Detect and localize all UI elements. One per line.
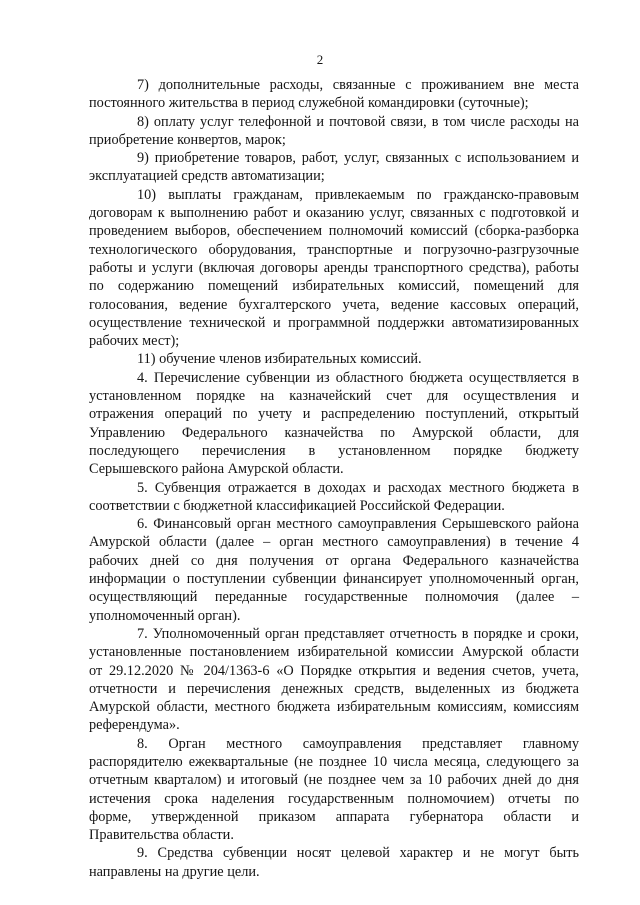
- paragraph-line: 10) выплаты гражданам, привлекаемым по гражданско-правовым: [137, 186, 579, 203]
- paragraph-line: 11) обучение членов избирательных комиссий.: [137, 351, 422, 368]
- paragraph-line: отчетным кварталом) и итоговый (не позднее чем за 10 рабочих дней до дня: [89, 772, 579, 789]
- paragraph-line: осуществляющий переданные государственные полномочия (далее –: [89, 589, 579, 606]
- paragraph-line: установленные постановлением избирательной комиссии Амурской области: [89, 644, 579, 661]
- paragraph-line: направлены на другие цели.: [89, 863, 260, 880]
- paragraph-line: 9. Средства субвенции носят целевой характер и не могут быть: [137, 845, 579, 862]
- paragraph-line: форме, утвержденной приказом аппарата губернатора области и: [89, 808, 579, 825]
- paragraph-line: рабочих мест);: [89, 333, 180, 350]
- paragraph-line: 8. Орган местного самоуправления представляет главному: [137, 735, 579, 752]
- paragraph: [89, 625, 579, 735]
- paragraph-line: референдума».: [89, 717, 180, 734]
- paragraph-line: Амурской области, местного бюджета избирательным комиссиям, комиссиям: [89, 699, 579, 716]
- paragraph-line: по содержанию помещений избирательных комиссий, помещений для: [89, 278, 579, 295]
- paragraph-line: уполномоченный орган).: [89, 607, 241, 624]
- paragraph: [89, 479, 579, 516]
- paragraph: [89, 515, 579, 625]
- paragraph: [89, 735, 579, 845]
- paragraph-line: 9) приобретение товаров, работ, услуг, связанных с использованием и: [137, 150, 579, 167]
- paragraph: [89, 76, 579, 113]
- paragraph-line: эксплуатацией средств автоматизации;: [89, 168, 325, 185]
- paragraph-line: Серышевского района Амурской области.: [89, 461, 344, 478]
- paragraph-line: отчетности и перечисления денежных средств, выделенных из бюджета: [89, 680, 579, 697]
- paragraph-line: 6. Финансовый орган местного самоуправления Серышевского района: [137, 516, 579, 533]
- paragraph-line: Правительства области.: [89, 827, 234, 844]
- paragraph-line: 5. Субвенция отражается в доходах и расходах местного бюджета в: [137, 479, 579, 496]
- paragraph-line: постоянного жительства в период служебной командировки (суточные);: [89, 95, 529, 112]
- paragraph-line: работы и услуги (включая договоры аренды транспортного средства), работы: [89, 259, 579, 276]
- paragraph-line: осуществление технической и программной поддержки автоматизированных: [89, 314, 579, 331]
- paragraph-line: 8) оплату услуг телефонной и почтовой связи, в том числе расходы на: [137, 113, 579, 130]
- paragraph-line: технологического оборудования, транспортные и погрузочно-разгрузочные: [89, 241, 579, 258]
- page-number: 2: [316, 52, 324, 67]
- paragraph-line: Управлению Федерального казначейства по Амурской области, для: [89, 424, 579, 441]
- paragraph: [89, 350, 579, 368]
- paragraph-line: соответствии с бюджетной классификацией Российской Федерации.: [89, 497, 505, 514]
- document-body: [89, 76, 579, 881]
- paragraph: [89, 844, 579, 881]
- paragraph-line: приобретение конвертов, марок;: [89, 131, 286, 148]
- paragraph-line: Амурской области (далее – орган местного самоуправления) в течение 4: [89, 534, 579, 551]
- paragraph: [89, 186, 579, 351]
- paragraph-line: последующего перечисления в установленном порядке бюджету: [89, 442, 579, 459]
- paragraph: [89, 149, 579, 186]
- paragraph-line: отражения операций по учету и распределению поступлений, открытый: [89, 406, 579, 423]
- paragraph-line: договорам к выполнению работ и оказанию услуг, связанных с подготовкой и: [89, 205, 579, 222]
- paragraph-line: голосования, ведение бухгалтерского учета, ведение кассовых операций,: [89, 296, 579, 313]
- paragraph-line: проведением выборов, обеспечением полномочий комиссий (сборка-разборка: [89, 223, 579, 240]
- paragraph: [89, 113, 579, 150]
- paragraph-line: рабочих дней со дня получения от органа Федерального казначейства: [89, 552, 579, 569]
- paragraph-line: от 29.12.2020 № 204/1363-6 «О Порядке открытия и ведения счетов, учета,: [89, 662, 579, 679]
- paragraph-line: распорядителю ежеквартальные (не позднее 10 числа месяца, следующего за: [89, 753, 579, 770]
- paragraph-line: истечения срока наделения государственным полномочием) отчеты по: [89, 790, 579, 807]
- paragraph: [89, 369, 579, 479]
- paragraph-line: 7. Уполномоченный орган представляет отчетность в порядке и сроки,: [137, 625, 579, 642]
- paragraph-line: информации о поступлении субвенции финансирует уполномоченный орган,: [89, 571, 579, 588]
- paragraph-line: установленном порядке на казначейский счет для осуществления и: [89, 388, 579, 405]
- paragraph-line: 4. Перечисление субвенции из областного бюджета осуществляется в: [137, 369, 579, 386]
- paragraph-line: 7) дополнительные расходы, связанные с проживанием вне места: [137, 77, 579, 93]
